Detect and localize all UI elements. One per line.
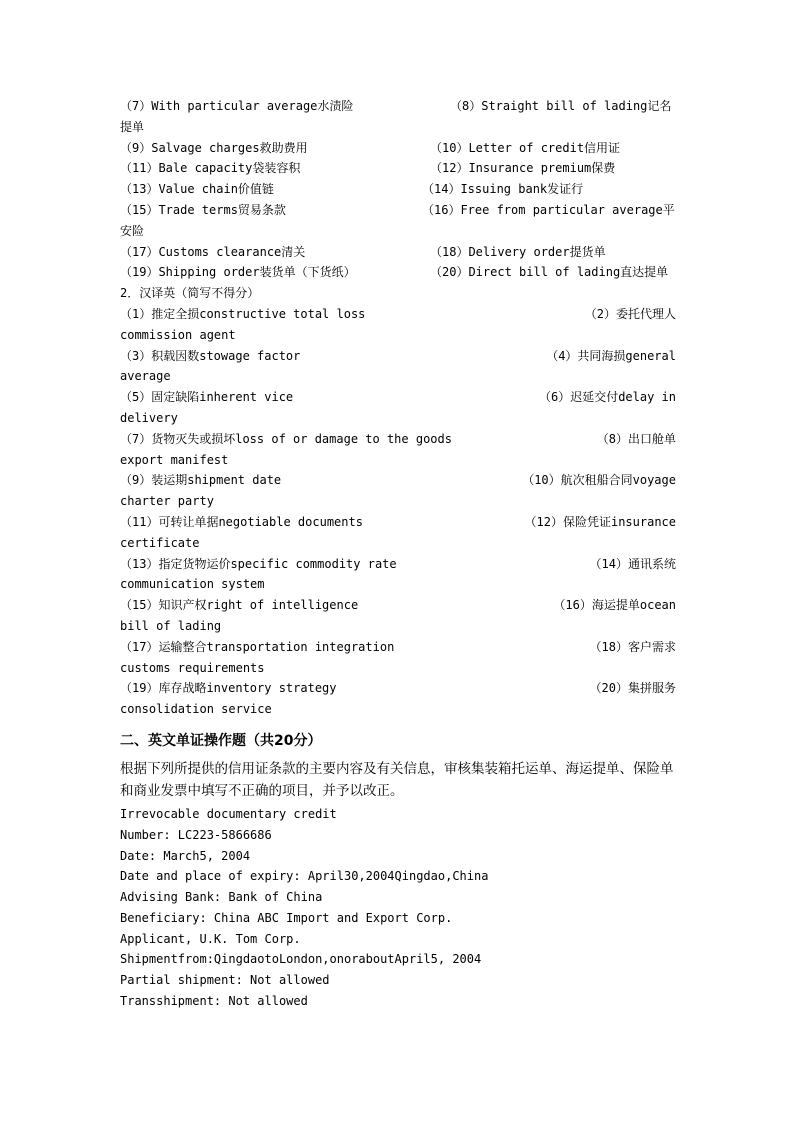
answer-item-6: （6）迟延交付delay in xyxy=(538,390,676,405)
answer-item-20-continued: consolidation service xyxy=(120,702,272,717)
answer-item-6-continued: delivery xyxy=(120,410,178,425)
answer-item-11: （11）可转让单据negotiable documents xyxy=(120,514,363,529)
credit-transshipment: Transshipment: Not allowed xyxy=(120,994,308,1009)
answer-item-18: （18）Delivery order提货单 xyxy=(430,244,606,259)
answer-row xyxy=(120,387,676,408)
answer-item-20: （20）Direct bill of lading直达提单 xyxy=(430,265,669,280)
section-instructions: 根据下列所提供的信用证条款的主要内容及有关信息，审核集装箱托运单、海运提单、保险单和商业发票中填写不正确的项目，并予以改正。 xyxy=(120,760,674,799)
answer-item-12: （12）Insurance premium保费 xyxy=(430,161,616,176)
answer-row xyxy=(120,554,676,575)
answer-item-14-continued: communication system xyxy=(120,577,265,592)
credit-date: Date: March5, 2004 xyxy=(120,848,251,863)
answer-item-2-continued: commission agent xyxy=(120,327,236,342)
answer-item-9: （9）装运期shipment date xyxy=(120,473,282,488)
answer-item-3: （3）积载因数stowage factor xyxy=(120,348,301,363)
answer-item-7: （7）With particular average水渍险 xyxy=(120,99,354,113)
answer-item-15: （15）知识产权right of intelligence xyxy=(120,598,359,613)
answer-row xyxy=(120,678,676,699)
answer-item-16: （16）Free from particular average平 xyxy=(422,202,675,217)
answer-item-12-continued: certificate xyxy=(120,535,200,550)
credit-expiry: Date and place of expiry: April30,2004Qingdao,China xyxy=(120,869,489,884)
answer-item-11: （11）Bale capacity袋装容积 xyxy=(120,161,301,176)
answer-item-14: （14）Issuing bank发证行 xyxy=(422,182,584,197)
answer-row xyxy=(120,512,676,533)
answer-item-17: （17）运输整合transportation integration xyxy=(120,639,395,654)
credit-applicant: Applicant, U.K. Tom Corp. xyxy=(120,931,301,946)
credit-partial-shipment: Partial shipment: Not allowed xyxy=(120,973,330,988)
answer-row xyxy=(120,595,676,616)
answer-row xyxy=(120,138,676,159)
answer-row xyxy=(120,637,676,658)
credit-advising-bank: Advising Bank: Bank of China xyxy=(120,890,323,905)
answer-item-7: （7）货物灭失或损坏loss of or damage to the goods xyxy=(120,431,452,446)
answer-item-16: （16）海运提单ocean xyxy=(553,598,676,613)
answer-item-15: （15）Trade terms贸易条款 xyxy=(120,202,286,217)
answer-row xyxy=(120,429,676,450)
answer-item-13: （13）Value chain价值链 xyxy=(120,182,274,197)
answer-row xyxy=(120,304,676,325)
answer-item-10-continued: charter party xyxy=(120,494,214,509)
answer-item-8-continued: export manifest xyxy=(120,452,229,467)
answer-item-4-continued: average xyxy=(120,369,171,384)
answer-row xyxy=(120,346,676,367)
answer-item-19: （19）库存战略inventory strategy xyxy=(120,681,337,696)
answer-item-9: （9）Salvage charges救助费用 xyxy=(120,140,308,155)
document-page xyxy=(120,96,676,1012)
answer-list-part1 xyxy=(120,96,676,283)
credit-type: Irrevocable documentary credit xyxy=(120,806,337,821)
answer-item-19: （19）Shipping order装货单（下货纸） xyxy=(120,265,356,280)
section-title: 二、英文单证操作题（共20分） xyxy=(120,732,322,749)
answer-item-10: （10）航次租船合同voyage xyxy=(522,473,676,488)
answer-item-18: （18）客户需求 xyxy=(589,639,676,654)
part2-heading: 2．汉译英（简写不得分） xyxy=(120,286,260,301)
answer-item-4: （4）共同海损general xyxy=(546,348,676,363)
answer-item-16-continued: bill of lading xyxy=(120,618,222,633)
answer-item-10: （10）Letter of credit信用证 xyxy=(430,140,621,155)
answer-row xyxy=(120,96,676,117)
answer-item-20: （20）集拼服务 xyxy=(589,681,676,696)
answer-item-17: （17）Customs clearance清关 xyxy=(120,244,306,259)
answer-row xyxy=(120,200,676,221)
credit-beneficiary: Beneficiary: China ABC Import and Export Corp. xyxy=(120,910,453,925)
answer-item-13: （13）指定货物运价specific commodity rate xyxy=(120,556,397,571)
answer-item-1: （1）推定全损constructive total loss xyxy=(120,306,366,321)
answer-item-14: （14）通讯系统 xyxy=(589,556,676,571)
answer-item-8: （8）Straight bill of lading记名 xyxy=(450,99,672,113)
answer-item-5: （5）固定缺陷inherent vice xyxy=(120,390,294,405)
answer-item-2: （2）委托代理人 xyxy=(584,306,676,321)
answer-item-18-continued: customs requirements xyxy=(120,660,265,675)
answer-row xyxy=(120,179,676,200)
answer-row xyxy=(120,158,676,179)
answer-item-8: （8）出口舱单 xyxy=(596,431,676,446)
answer-row xyxy=(120,470,676,491)
answer-row xyxy=(120,262,676,283)
answer-item-12: （12）保险凭证insurance xyxy=(524,514,676,529)
credit-number: Number: LC223-5866686 xyxy=(120,827,272,842)
answer-item-8-continued: 提单 xyxy=(120,119,145,134)
credit-shipment: Shipmentfrom:QingdaotoLondon,onoraboutApril5, 2004 xyxy=(120,952,482,967)
answer-row xyxy=(120,242,676,263)
answer-list-part2 xyxy=(120,304,676,720)
credit-terms xyxy=(120,804,676,1012)
answer-item-16-continued: 安险 xyxy=(120,223,145,238)
